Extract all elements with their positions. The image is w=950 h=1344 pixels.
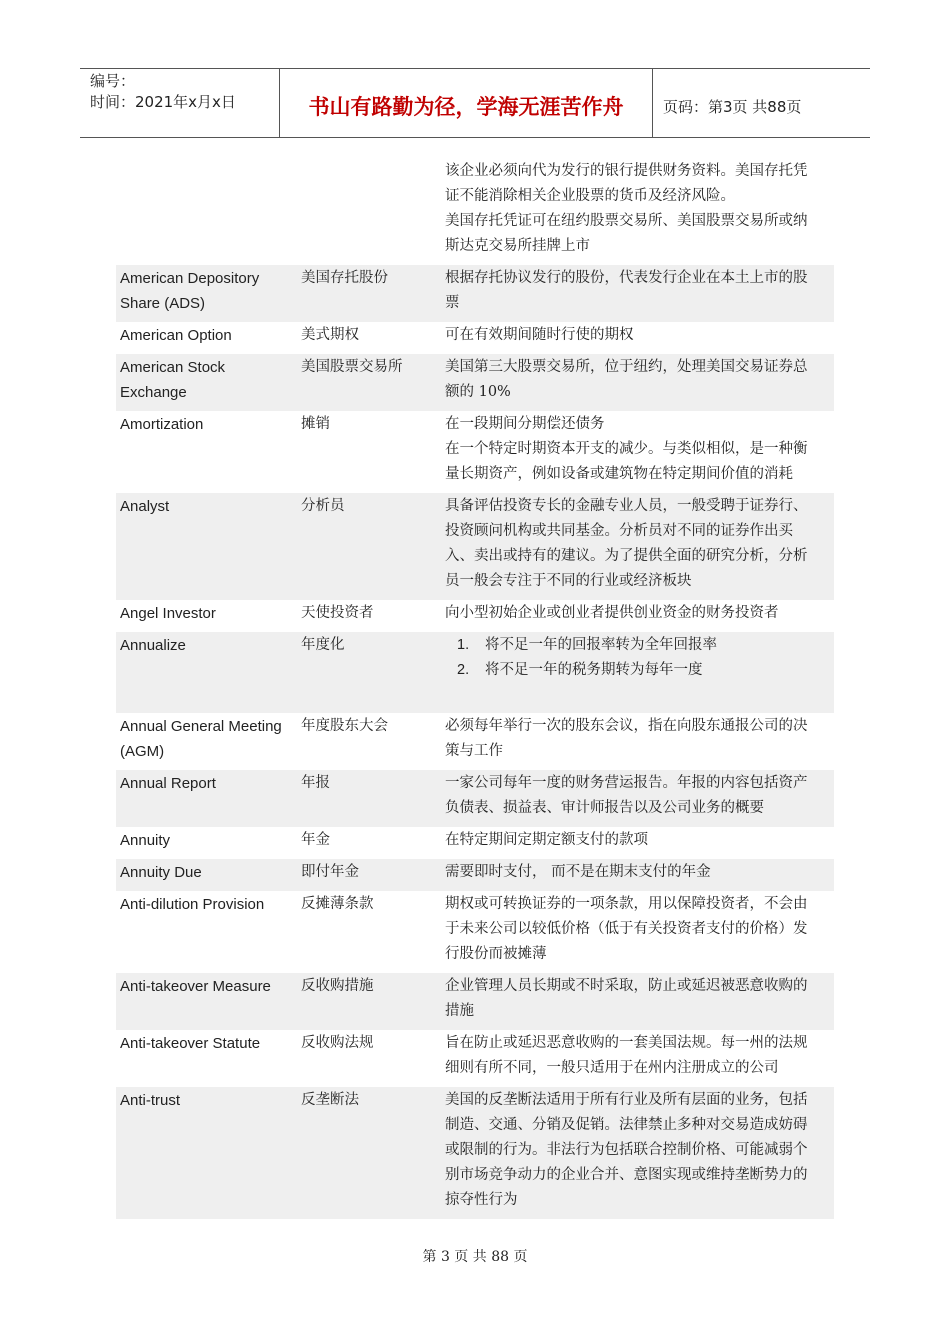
term-english <box>116 827 297 859</box>
term-definition <box>441 632 834 713</box>
term-english-line: Share (ADS) <box>120 295 206 312</box>
definition-line: 员一般会专注于不同的行业或经济板块 <box>445 573 692 589</box>
intro-row <box>116 158 834 265</box>
term-english-line: American Option <box>120 327 232 344</box>
table-row <box>116 891 834 973</box>
definition-line: 在一段期间分期偿还债务 <box>445 416 605 432</box>
term-chinese: 即付年金 <box>301 864 359 880</box>
term-english-line: Anti-takeover Statute <box>120 1035 261 1052</box>
term-english-line: Annual General Meeting <box>120 718 282 735</box>
term-english <box>116 1030 297 1087</box>
definition-line: 美国存托凭证可在纽约股票交易所、美国股票交易所或纳 <box>445 213 808 229</box>
term-english <box>116 265 297 322</box>
term-english <box>116 859 297 891</box>
term-english <box>116 770 297 827</box>
page-header <box>80 68 870 138</box>
term-chinese: 摊销 <box>301 416 330 432</box>
term-chinese: 美式期权 <box>301 327 359 343</box>
term-definition <box>441 827 834 859</box>
term-chinese: 年度股东大会 <box>301 718 388 734</box>
term-definition <box>441 1087 834 1219</box>
term-english <box>116 1087 297 1219</box>
definition-line: 美国的反垄断法适用于所有行业及所有层面的业务，包括 <box>445 1092 808 1108</box>
term-definition <box>441 493 834 600</box>
term-definition <box>441 1030 834 1087</box>
table-row <box>116 322 834 354</box>
term-definition <box>441 322 834 354</box>
term-definition <box>441 411 834 493</box>
definition-line: 具备评估投资专长的金融专业人员，一般受聘于证券行、 <box>445 498 808 514</box>
definition-line: 别市场竞争动力的企业合并、意图实现或维持垄断势力的 <box>445 1167 808 1183</box>
item-number: 2. <box>457 662 470 678</box>
table-row <box>116 493 834 600</box>
definition-line: 制造、交通、分销及促销。法律禁止多种对交易造成妨碍 <box>445 1117 808 1133</box>
table-row <box>116 713 834 770</box>
term-english-line: Amortization <box>120 416 204 433</box>
table-row <box>116 1087 834 1219</box>
term-english <box>116 891 297 973</box>
definition-line: 于未来公司以较低价格（低于有关投资者支付的价格）发 <box>445 921 808 937</box>
definition-line: 额的 10% <box>445 384 511 400</box>
term-english <box>116 973 297 1030</box>
definition-line: 票 <box>445 295 460 311</box>
term-chinese: 分析员 <box>301 498 345 514</box>
table-row <box>116 600 834 632</box>
definition-line: 期权或可转换证券的一项条款，用以保障投资者，不会由 <box>445 896 808 912</box>
definition-line: 美国第三大股票交易所，位于纽约，处理美国交易证券总 <box>445 359 808 375</box>
term-definition <box>441 265 834 322</box>
definition-line: 措施 <box>445 1003 474 1019</box>
term-english-line: Anti-takeover Measure <box>120 978 271 995</box>
term-english-line: Annual Report <box>120 775 216 792</box>
term-chinese: 美国存托股份 <box>301 270 388 286</box>
term-english-line: (AGM) <box>120 743 165 760</box>
definition-line: 一家公司每年一度的财务营运报告。年报的内容包括资产 <box>445 775 808 791</box>
term-chinese: 年报 <box>301 775 330 791</box>
term-english-line: American Stock <box>120 359 226 376</box>
table-row <box>116 632 834 713</box>
code-label: 编号： <box>90 72 136 90</box>
term-definition <box>441 770 834 827</box>
term-chinese: 反垄断法 <box>301 1092 359 1108</box>
term-english <box>116 600 297 632</box>
numbered-item <box>445 658 826 683</box>
definition-line: 入、卖出或持有的建议。为了提供全面的研究分析，分析 <box>445 548 808 564</box>
term-english-line: Annuity <box>120 832 171 849</box>
intro-definition <box>441 158 834 265</box>
table-row <box>116 973 834 1030</box>
term-definition <box>441 600 834 632</box>
term-english-line: Anti-dilution Provision <box>120 896 265 913</box>
table-row <box>116 354 834 411</box>
item-text: 将不足一年的回报率转为全年回报率 <box>485 637 717 653</box>
definition-line: 需要即时支付， 而不是在期末支付的年金 <box>445 864 711 880</box>
numbered-item <box>445 633 826 658</box>
term-definition <box>441 859 834 891</box>
definition-line: 向小型初始企业或创业者提供创业资金的财务投资者 <box>445 605 779 621</box>
term-definition <box>441 973 834 1030</box>
table-row <box>116 265 834 322</box>
term-english <box>116 493 297 600</box>
table-row <box>116 411 834 493</box>
definition-line: 必须每年举行一次的股东会议，指在向股东通报公司的决 <box>445 718 808 734</box>
term-english-line: Exchange <box>120 384 187 401</box>
term-chinese: 年度化 <box>301 637 345 653</box>
definition-line: 策与工作 <box>445 743 503 759</box>
header-motto: 书山有路勤为径，学海无涯苦作舟 <box>280 69 653 137</box>
term-english <box>116 322 297 354</box>
term-chinese: 天使投资者 <box>301 605 374 621</box>
term-english <box>116 632 297 713</box>
term-definition <box>441 891 834 973</box>
term-english <box>116 354 297 411</box>
definition-line: 可在有效期间随时行使的期权 <box>445 327 634 343</box>
item-text: 将不足一年的税务期转为每年一度 <box>485 662 703 678</box>
term-english-line: Annuity Due <box>120 864 202 881</box>
term-chinese: 反收购法规 <box>301 1035 374 1051</box>
definition-line: 根据存托协议发行的股份，代表发行企业在本土上市的股 <box>445 270 808 286</box>
definition-line: 该企业必须向代为发行的银行提供财务资料。美国存托凭 <box>445 163 808 179</box>
definition-line: 或限制的行为。非法行为包括联合控制价格、可能减弱个 <box>445 1142 808 1158</box>
definition-line: 细则有所不同，一般只适用于在州内注册成立的公司 <box>445 1060 779 1076</box>
term-english-line: Anti-trust <box>120 1092 181 1109</box>
glossary-table <box>116 158 834 1219</box>
definition-line: 掠夺性行为 <box>445 1192 518 1208</box>
definition-line: 负债表、损益表、审计师报告以及公司业务的概要 <box>445 800 764 816</box>
table-row <box>116 770 834 827</box>
term-definition <box>441 354 834 411</box>
page-footer: 第 3 页 共 88 页 <box>422 1249 528 1265</box>
date-label: 时间：2021年x月x日 <box>90 93 236 111</box>
definition-line: 证不能消除相关企业股票的货币及经济风险。 <box>445 188 735 204</box>
definition-line: 旨在防止或延迟恶意收购的一套美国法规。每一州的法规 <box>445 1035 808 1051</box>
term-english <box>116 713 297 770</box>
term-definition <box>441 713 834 770</box>
definition-line: 投资顾问机构或共同基金。分析员对不同的证券作出买 <box>445 523 793 539</box>
term-chinese: 反摊薄条款 <box>301 896 374 912</box>
definition-line: 行股份而被摊薄 <box>445 946 547 962</box>
table-row <box>116 1030 834 1087</box>
definition-line: 量长期资产，例如设备或建筑物在特定期间价值的消耗 <box>445 466 793 482</box>
header-page-info: 页码：第3页 共88页 <box>663 97 802 116</box>
table-row <box>116 827 834 859</box>
term-english-line: Analyst <box>120 498 170 515</box>
term-chinese: 反收购措施 <box>301 978 374 994</box>
table-row <box>116 859 834 891</box>
item-number: 1. <box>457 637 470 653</box>
definition-line: 企业管理人员长期或不时采取，防止或延迟被恶意收购的 <box>445 978 808 994</box>
definition-line: 斯达克交易所挂牌上市 <box>445 238 590 254</box>
term-english <box>116 411 297 493</box>
term-chinese: 美国股票交易所 <box>301 359 403 375</box>
definition-line: 在特定期间定期定额支付的款项 <box>445 832 648 848</box>
definition-line: 在一个特定时期资本开支的减少。与类似相似，是一种衡 <box>445 441 808 457</box>
term-english-line: American Depository <box>120 270 260 287</box>
term-english-line: Angel Investor <box>120 605 216 622</box>
term-chinese: 年金 <box>301 832 330 848</box>
header-meta <box>80 69 280 137</box>
term-english-line: Annualize <box>120 637 186 654</box>
